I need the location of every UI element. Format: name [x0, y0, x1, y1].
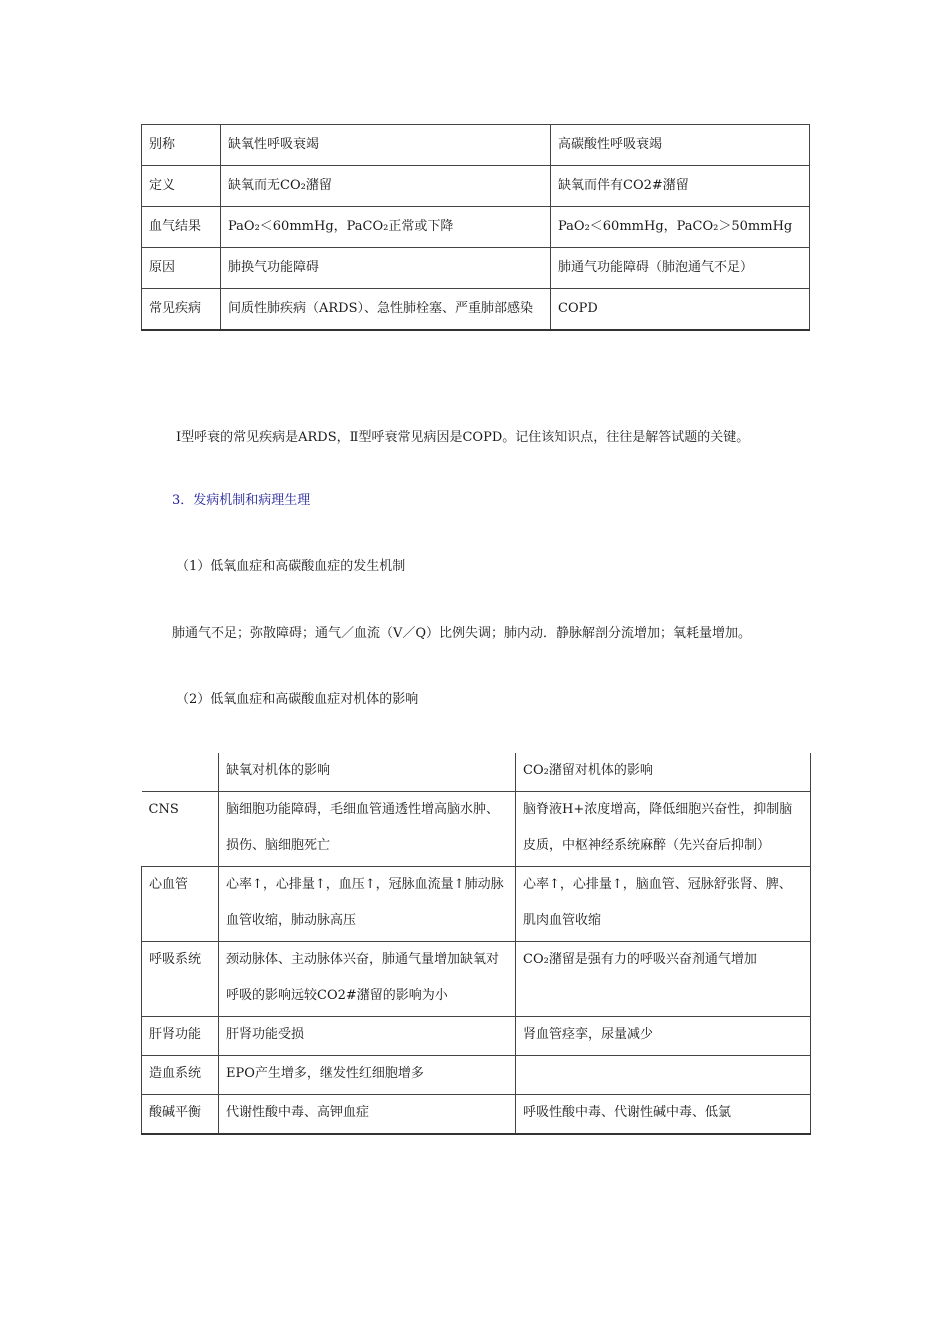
row-label: 定义 [142, 166, 221, 207]
table-row [142, 867, 811, 942]
section-heading: 3．发病机制和病理生理 [172, 493, 311, 508]
row-label: 常见疾病 [142, 289, 221, 331]
hypoxia-effect: EPO产生增多，继发性红细胞增多 [219, 1056, 516, 1095]
row-label: 别称 [142, 125, 221, 166]
system-label: 肝肾功能 [142, 1017, 219, 1056]
row-label: 原因 [142, 248, 221, 289]
system-label: 呼吸系统 [142, 942, 219, 1017]
type1-cell: 肺换气功能障碍 [221, 248, 551, 289]
hypoxia-effect: 代谢性酸中毒、高钾血症 [219, 1095, 516, 1135]
table-header-row [142, 753, 811, 792]
type1-cell: PaO₂＜60mmHg，PaCO₂正常或下降 [221, 207, 551, 248]
co2-effect: 心率↑，心排量↑，脑血管、冠脉舒张肾、脾、肌肉血管收缩 [516, 867, 811, 942]
hypoxia-effect: 颈动脉体、主动脉体兴奋，肺通气量增加缺氧对呼吸的影响远较CO2#潴留的影响为小 [219, 942, 516, 1017]
table-row [142, 792, 811, 867]
type2-cell: 肺通气功能障碍（肺泡通气不足） [551, 248, 810, 289]
hypoxia-effect: 脑细胞功能障碍，毛细血管通透性增高脑水肿、损伤、脑细胞死亡 [219, 792, 516, 867]
table-row [142, 942, 811, 1017]
header-hypoxia: 缺氧对机体的影响 [219, 753, 516, 792]
co2-effect: 呼吸性酸中毒、代谢性碱中毒、低氯 [516, 1095, 811, 1135]
system-label: 造血系统 [142, 1056, 219, 1095]
type2-cell: 高碳酸性呼吸衰竭 [551, 125, 810, 166]
subsection-heading-effects: （2）低氧血症和高碳酸血症对机体的影响 [176, 692, 419, 707]
type2-cell: PaO₂＜60mmHg，PaCO₂＞50mmHg [551, 207, 810, 248]
co2-effect: 肾血管痉挛，尿量减少 [516, 1017, 811, 1056]
table-row [142, 207, 810, 248]
table-row [142, 1017, 811, 1056]
hypoxia-effect: 心率↑，心排量↑，血压↑，冠脉血流量↑肺动脉血管收缩，肺动脉高压 [219, 867, 516, 942]
header-co2: CO₂潴留对机体的影响 [516, 753, 811, 792]
system-label: CNS [142, 792, 219, 867]
table-row [142, 289, 810, 331]
key-point-note: Ⅰ型呼衰的常见疾病是ARDS，Ⅱ型呼衰常见病因是COPD。记住该知识点，往往是解答试题的关键。 [176, 430, 750, 445]
row-label: 血气结果 [142, 207, 221, 248]
mechanism-paragraph: 肺通气不足；弥散障碍；通气／血流（V／Q）比例失调；肺内动．静脉解剖分流增加；氧耗量增加。 [172, 626, 752, 641]
table-row [142, 166, 810, 207]
respiratory-failure-types-table [141, 124, 810, 331]
type1-cell: 缺氧性呼吸衰竭 [221, 125, 551, 166]
subsection-heading-mechanism: （1）低氧血症和高碳酸血症的发生机制 [176, 559, 406, 574]
table-row [142, 125, 810, 166]
co2-effect [516, 1056, 811, 1095]
type1-cell: 缺氧而无CO₂潴留 [221, 166, 551, 207]
system-label: 酸碱平衡 [142, 1095, 219, 1135]
type1-cell: 间质性肺疾病（ARDS）、急性肺栓塞、严重肺部感染 [221, 289, 551, 331]
hypoxia-hypercapnia-effects-table [141, 753, 811, 1135]
type2-cell: COPD [551, 289, 810, 331]
hypoxia-effect: 肝肾功能受损 [219, 1017, 516, 1056]
system-label: 心血管 [142, 867, 219, 942]
header-blank [142, 753, 219, 792]
table-row [142, 1056, 811, 1095]
table-row [142, 248, 810, 289]
type2-cell: 缺氧而伴有CO2#潴留 [551, 166, 810, 207]
co2-effect: CO₂潴留是强有力的呼吸兴奋剂通气增加 [516, 942, 811, 1017]
co2-effect: 脑脊液H+浓度增高，降低细胞兴奋性，抑制脑皮质，中枢神经系统麻醉（先兴奋后抑制） [516, 792, 811, 867]
table-row [142, 1095, 811, 1135]
